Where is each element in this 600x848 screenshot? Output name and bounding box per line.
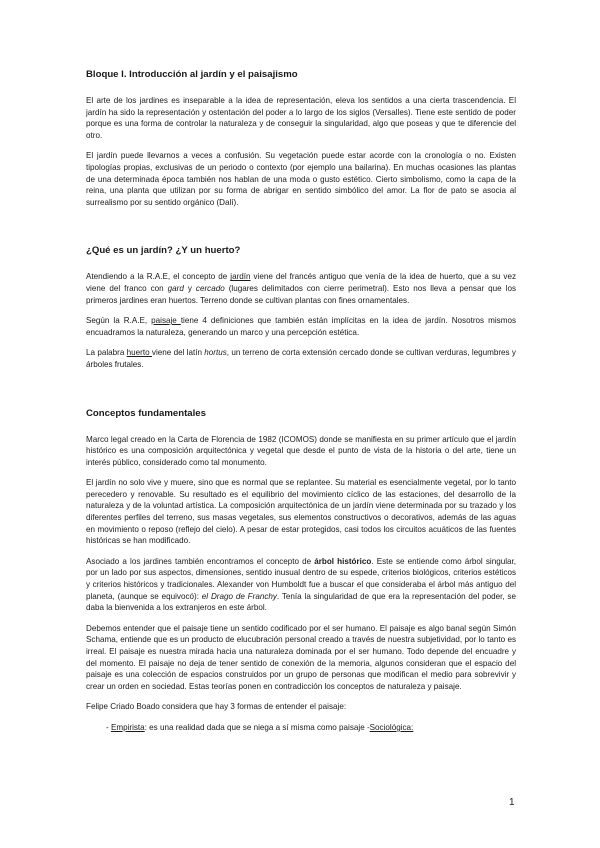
- section-heading-intro: Bloque I. Introducción al jardín y el paisajismo: [86, 69, 298, 80]
- paragraph: [86, 347, 516, 370]
- text-run: (lugares delimitados con cierre perimetral). Esto nos lleva a pensar que los primeros jardines eran huertos. Terreno donde se cultivan plantas con fines ornamentales.: [86, 283, 516, 305]
- text-run: : es una realidad dada que se niega a sí misma como paisaje -: [144, 722, 370, 732]
- text-run: Según la R.A.E,: [86, 316, 152, 326]
- list-item: [86, 722, 516, 734]
- paragraph: Debemos entender que el paisaje tiene un sentido codificado por el ser humano. El paisaje es algo banal según Simón Schama, entiende que es un producto de elucubración personal creado a través de nuestra subjetividad, por lo tanto es irreal. El paisaje es nuestra mirada hacia una naturaleza dominada por el ser humano. Todo depende del encuadre y del momento. El paisaje no deja de tener sentido de conexión de la memoria, algunos consideran que el espacio del paisaje es una colección de espacios construidos por un grupo de personas que modifican el medio para sobrevivir y crear un orden en sociedad. Estas teorías ponen en contradicción los conceptos de naturaleza y paisaje.: [86, 623, 516, 691]
- section-heading-conceptos: Conceptos fundamentales: [86, 407, 206, 419]
- document-body: [86, 68, 516, 734]
- term-arbol-historico: árbol histórico: [314, 556, 372, 566]
- paragraph: [86, 315, 516, 338]
- term-paisaje-link[interactable]: paisaje: [151, 316, 181, 326]
- term-empirista-link[interactable]: Empirista: [110, 722, 145, 732]
- text-run: y: [183, 283, 196, 293]
- text-run: Asociado a los jardines también encontramos el concepto de: [86, 556, 315, 566]
- paragraph: El jardín no solo vive y muere, sino que es normal que se replantee. Su material es esencialmente vegetal, por lo tanto perecedero y renovable. Su resultado es el equilibrio del movimiento cíclico de las estaciones, del desarrollo de la naturaleza y de la voluntad artística. La composición arquitectónica de un jardín viene determinada por su trazado y los diferentes perfiles del terreno, sus masas vegetales, sus elementos constructivos o decorativos, además de las aguas en movimiento o reposo (reflejo del cielo). A pesar de estar protegidos, casi todos los circuitos acuáticos de las fuentes históricas se han modificado.: [86, 478, 516, 546]
- text-run: Atendiendo a la R.A.E, el concepto de: [86, 272, 231, 282]
- term-hortus: hortus: [204, 348, 227, 358]
- section-heading-que-es: ¿Qué es un jardín? ¿Y un huerto?: [86, 245, 241, 257]
- text-run: viene del francés antiguo que venía de la idea de huerto, que a su vez viene del franco con: [86, 272, 516, 293]
- text-run: La palabra: [86, 348, 127, 358]
- paragraph: Felipe Criado Boado considera que hay 3 formas de entender el paisaje:: [86, 702, 347, 712]
- text-run: viene del latín: [151, 348, 205, 358]
- text-run: -: [106, 722, 111, 732]
- text-run: . Este se entiende como árbol singular, por un lado por sus aspectos, dimensiones, sentido inusual dentro de su espede, criterios biológicos, criterios estéticos y criterios históricos y tradicionales. Alexander von Humboldt fue a buscar el que consideraba el árbol más antiguo del planeta, (aunque se equivocó):: [86, 556, 516, 601]
- text-run: , un terreno de corta extensión cercado donde se cultivan verduras, legumbres y árboles frutales.: [86, 348, 516, 369]
- text-run: tiene 4 definiciones que también están implícitas en la idea de jardín. Nosotros mismos encuadramos la naturaleza, generando un marco y una percepción estética.: [86, 316, 516, 337]
- term-jardin-link[interactable]: jardín: [230, 272, 251, 282]
- term-cercado: cercado: [195, 283, 225, 293]
- paragraph: El jardín puede llevarnos a veces a confusión. Su vegetación puede estar acorde con la cronología o no. Existen tipologías propias, exclusivas de un periodo o contexto (por ejemplo una bailarina). En muchas ocasiones las plantas de una determinada época también nos hablan de una moda o gusto estético. Cierto simbolismo, como la capa de la reina, una planta que utilizan por su forma de abrigar en sentido simbólico del amor. La flor de pato se asocia al surrealismo por su sentido orgánico (Dalí).: [86, 151, 516, 207]
- term-drago-de-franchy: el Drago de Franchy: [201, 591, 277, 601]
- term-sociologica-link[interactable]: Sociológica:: [369, 722, 414, 732]
- page-number: 1: [509, 797, 515, 808]
- paragraph: [86, 556, 516, 614]
- paragraph: El arte de los jardines es inseparable a la idea de representación, eleva los sentidos a una cierta trascendencia. El jardín ha sido la representación y ostentación del poder a lo largo de los siglos (Versalles). Tiene este sentido de poder porque es una forma de controlar la naturaleza y de conseguir la singularidad, algo que poseas y que te diferencie del otro.: [86, 96, 516, 140]
- term-huerto-link[interactable]: huerto: [126, 348, 152, 358]
- paragraph: Marco legal creado en la Carta de Florencia de 1982 (ICOMOS) donde se manifiesta en su primer artículo que el jardín histórico es una composición arquitectónica y vegetal que desde el punto de vista de la historia o del arte, tiene un interés público, considerado como tal monumento.: [86, 434, 516, 467]
- paragraph: [86, 271, 516, 306]
- text-run: . Tenía la singularidad de que era la representación del poder, se daba la bienvenida a los extranjeros en este árbol.: [86, 591, 516, 613]
- term-gard: gard: [167, 283, 184, 293]
